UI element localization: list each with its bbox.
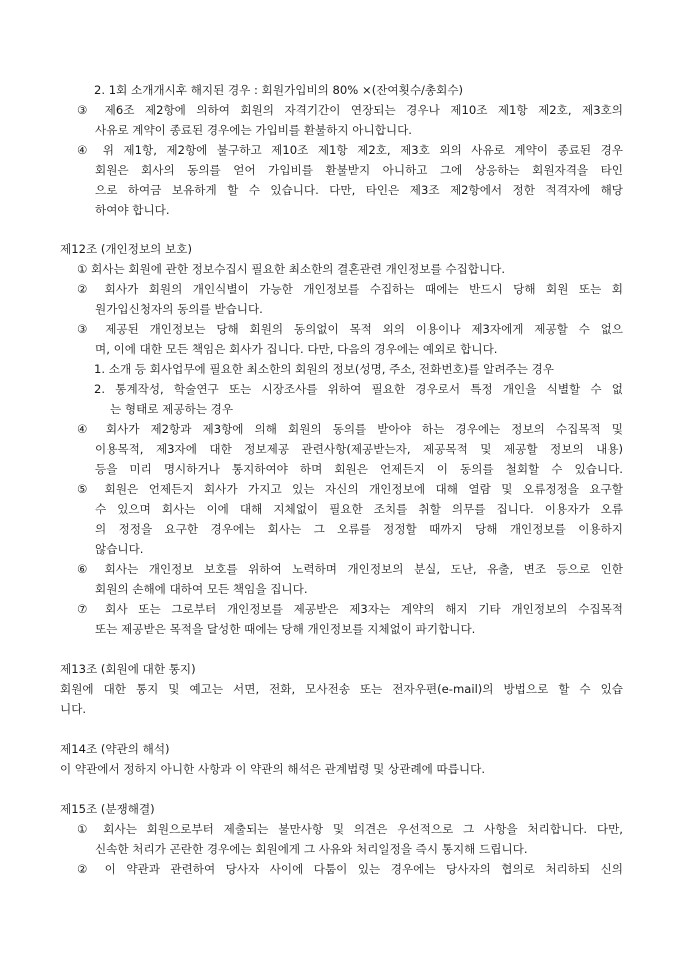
text-line: 회원은 회사의 동의를 얻어 가입비를 환불받지 아니하고 그에 상응하는 회원자격을 타인: [95, 163, 623, 177]
text-line: 원가입신청자의 동의를 받습니다.: [95, 302, 263, 316]
text-line: 1. 소개 등 회사업무에 필요한 최소한의 회원의 정보(성명, 주소, 전화번호)를 알려주는 경우: [94, 362, 555, 376]
text-line: ③ 제공된 개인정보는 당해 회원의 동의없이 목적 외의 이용이나 제3자에게 제공할 수 없으: [77, 322, 623, 336]
text-line: ⑦ 회사 또는 그로부터 개인정보를 제공받은 제3자는 계약의 해지 기타 개인정보의 수집목적: [77, 602, 623, 616]
text-line: 의 정정을 요구한 경우에는 회사는 그 오류를 정정할 때까지 당해 개인정보를 이용하지: [95, 522, 623, 536]
text-line: 또는 제공받은 목적을 달성한 때에는 당해 개인정보를 지체없이 파기합니다.: [95, 622, 476, 636]
text-line: 니다.: [60, 702, 87, 716]
text-line: 는 형태로 제공하는 경우: [110, 402, 234, 416]
text-line: ⑤ 회원은 언제든지 회사가 가지고 있는 자신의 개인정보에 대해 열람 및 오류정정을 요구할: [77, 482, 623, 496]
text-line: ① 회사는 회원으로부터 제출되는 불만사항 및 의견은 우선적으로 그 사항을 처리합니다. 다만,: [77, 822, 623, 836]
text-line: 2. 1회 소개개시후 해지된 경우 : 회원가입비의 80% ×(잔여횟수/총회수): [94, 83, 464, 97]
text-line: ① 회사는 회원에 관한 정보수집시 필요한 최소한의 결혼관련 개인정보를 수집합니다.: [77, 262, 506, 276]
text-line: 등을 미리 명시하거나 통지하여야 하며 회원은 언제든지 이 동의를 철회할 수 있습니다.: [95, 462, 623, 476]
text-line: 회원의 손해에 대하여 모든 책임을 집니다.: [95, 582, 308, 596]
text-line: 며, 이에 대한 모든 책임은 회사가 집니다. 다만, 다음의 경우에는 예외로 합니다.: [95, 342, 498, 356]
text-line: 제12조 (개인정보의 보호): [60, 242, 192, 256]
text-line: ② 이 약관과 관련하여 당사자 사이에 다툼이 있는 경우에는 당사자의 협의로 처리하되 신의: [77, 862, 623, 876]
text-line: ④ 회사가 제2항과 제3항에 의해 회원의 동의를 받아야 하는 경우에는 정보의 수집목적 및: [77, 422, 623, 436]
text-line: 으로 하여금 보유하게 할 수 있습니다. 다만, 타인은 제3조 제2항에서 정한 적격자에 해당: [95, 183, 623, 197]
text-line: 2. 통계작성, 학술연구 또는 시장조사를 위하여 필요한 경우로서 특정 개인을 식별할 수 없: [94, 382, 623, 396]
text-line: ④ 위 제1항, 제2항에 불구하고 제10조 제1항 제2호, 제3호 외의 사유로 계약이 종료된 경우: [77, 143, 623, 157]
text-line: 신속한 처리가 곤란한 경우에는 회원에게 그 사유와 처리일정을 즉시 통지해 드립니다.: [95, 842, 528, 856]
text-line: 제13조 (회원에 대한 통지): [60, 662, 196, 676]
text-line: ⑥ 회사는 개인정보 보호를 위하여 노력하며 개인정보의 분실, 도난, 유출, 변조 등으로 인한: [77, 562, 623, 576]
text-line: 수 있으며 회사는 이에 대해 지체없이 필요한 조치를 취할 의무를 집니다. 이용자가 오류: [95, 502, 623, 516]
text-line: ③ 제6조 제2항에 의하여 회원의 자격기간이 연장되는 경우나 제10조 제1항 제2호, 제3호의: [77, 103, 623, 117]
text-line: 회원에 대한 통지 및 예고는 서면, 전화, 모사전송 또는 전자우편(e-mail)의 방법으로 할 수 있습: [60, 682, 623, 696]
text-line: 제14조 (약관의 해석): [60, 742, 170, 756]
text-line: 사유로 계약이 종료된 경우에는 가입비를 환불하지 아니합니다.: [95, 123, 412, 137]
text-line: 이용목적, 제3자에 대한 정보제공 관련사항(제공받는자, 제공목적 및 제공할 정보의 내용): [95, 442, 623, 456]
text-line: ② 회사가 회원의 개인식별이 가능한 개인정보를 수집하는 때에는 반드시 당해 회원 또는 회: [77, 282, 623, 296]
text-line: 이 약관에서 정하지 아니한 사항과 이 약관의 해석은 관계법령 및 상관례에 따릅니다.: [60, 762, 486, 776]
text-line: 하여야 합니다.: [95, 203, 170, 217]
text-line: 않습니다.: [95, 542, 144, 556]
text-line: 제15조 (분쟁해결): [60, 802, 155, 816]
